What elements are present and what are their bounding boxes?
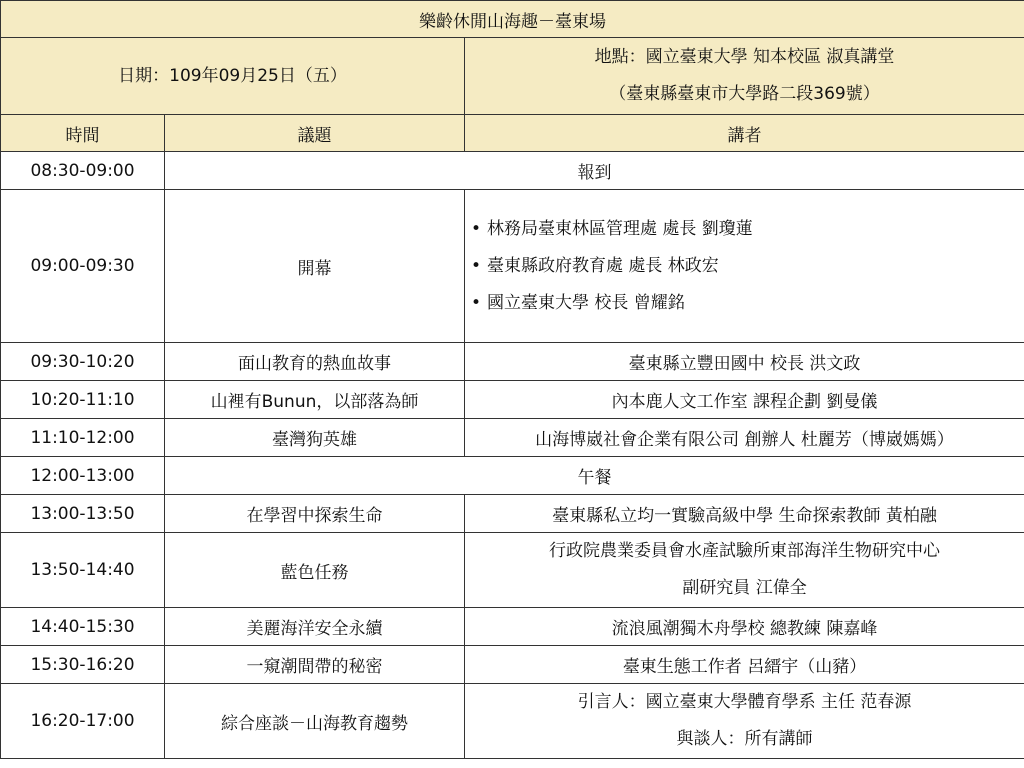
session-speaker: [465, 684, 1024, 759]
session-merged: 報到: [165, 152, 1024, 190]
header-topic: 議題: [165, 115, 465, 152]
event-date: 日期：109年09月25日（五）: [1, 38, 465, 115]
speaker-item: [471, 285, 1024, 322]
session-merged: 午餐: [165, 457, 1024, 495]
session-time: 16:20-17:00: [1, 684, 165, 759]
session-time: 08:30-09:00: [1, 152, 165, 190]
session-time: 12:00-13:00: [1, 457, 165, 495]
title-row: [1, 1, 1024, 38]
table-row: [1, 381, 1024, 419]
event-location: [465, 38, 1024, 115]
bullet-icon: •: [471, 218, 482, 239]
session-time: 14:40-15:30: [1, 608, 165, 646]
session-time: 09:00-09:30: [1, 190, 165, 343]
speaker-item: [471, 248, 1024, 285]
session-speaker: 內本鹿人文工作室 課程企劃 劉曼儀: [465, 381, 1024, 419]
session-time: 13:50-14:40: [1, 533, 165, 608]
session-speaker: 山海博崴社會企業有限公司 創辦人 杜麗芳（博崴媽媽）: [465, 419, 1024, 457]
session-time: 11:10-12:00: [1, 419, 165, 457]
info-row: [1, 38, 1024, 115]
session-speaker: [465, 533, 1024, 608]
speaker-list: [465, 211, 1024, 322]
table-row: [1, 608, 1024, 646]
session-topic: 藍色任務: [165, 533, 465, 608]
speaker-name: 國立臺東大學 校長 曾耀銘: [487, 292, 685, 313]
session-topic: 面山教育的熱血故事: [165, 343, 465, 381]
table-row: [1, 343, 1024, 381]
session-speaker: 臺東縣私立均一實驗高級中學 生命探索教師 黃柏融: [465, 495, 1024, 533]
session-speaker: 流浪風潮獨木舟學校 總教練 陳嘉峰: [465, 608, 1024, 646]
bullet-icon: •: [471, 292, 482, 313]
speaker-line: 行政院農業委員會水產試驗所東部海洋生物研究中心: [549, 541, 941, 561]
session-time: 13:00-13:50: [1, 495, 165, 533]
bullet-icon: •: [471, 255, 482, 276]
session-topic: 山裡有Bunun，以部落為師: [165, 381, 465, 419]
header-row: [1, 115, 1024, 152]
session-topic: 一窺潮間帶的秘密: [165, 646, 465, 684]
session-speakers: [465, 190, 1024, 343]
table-row: [1, 533, 1024, 608]
session-topic: 美麗海洋安全永續: [165, 608, 465, 646]
speaker-item: [471, 211, 1024, 248]
table-row: [1, 457, 1024, 495]
table-row: [1, 495, 1024, 533]
speaker-name: 林務局臺東林區管理處 處長 劉瓊蓮: [487, 218, 753, 239]
event-title: 樂齡休閒山海趣－臺東場: [1, 1, 1024, 38]
speaker-name: 臺東縣政府教育處 處長 林政宏: [487, 255, 719, 276]
table-row: [1, 419, 1024, 457]
speaker-line: 副研究員 江偉全: [682, 578, 807, 598]
session-time: 10:20-11:10: [1, 381, 165, 419]
table-row: [1, 152, 1024, 190]
location-line-2: （臺東縣臺東市大學路二段369號）: [609, 84, 880, 104]
session-topic: 在學習中探索生命: [165, 495, 465, 533]
session-speaker: 臺東生態工作者 呂縉宇（山豬）: [465, 646, 1024, 684]
session-topic: 綜合座談－山海教育趨勢: [165, 684, 465, 759]
session-topic: 臺灣狗英雄: [165, 419, 465, 457]
session-speaker: 臺東縣立豐田國中 校長 洪文政: [465, 343, 1024, 381]
speaker-line: 引言人：國立臺東大學體育學系 主任 范春源: [577, 692, 912, 712]
table-row: [1, 190, 1024, 343]
session-time: 15:30-16:20: [1, 646, 165, 684]
session-time: 09:30-10:20: [1, 343, 165, 381]
location-line-1: 地點：國立臺東大學 知本校區 淑真講堂: [594, 47, 895, 67]
header-time: 時間: [1, 115, 165, 152]
table-row: [1, 646, 1024, 684]
speaker-line: 與談人：所有講師: [676, 729, 813, 749]
header-speaker: 講者: [465, 115, 1024, 152]
session-topic: 開幕: [165, 190, 465, 343]
table-row: [1, 684, 1024, 759]
